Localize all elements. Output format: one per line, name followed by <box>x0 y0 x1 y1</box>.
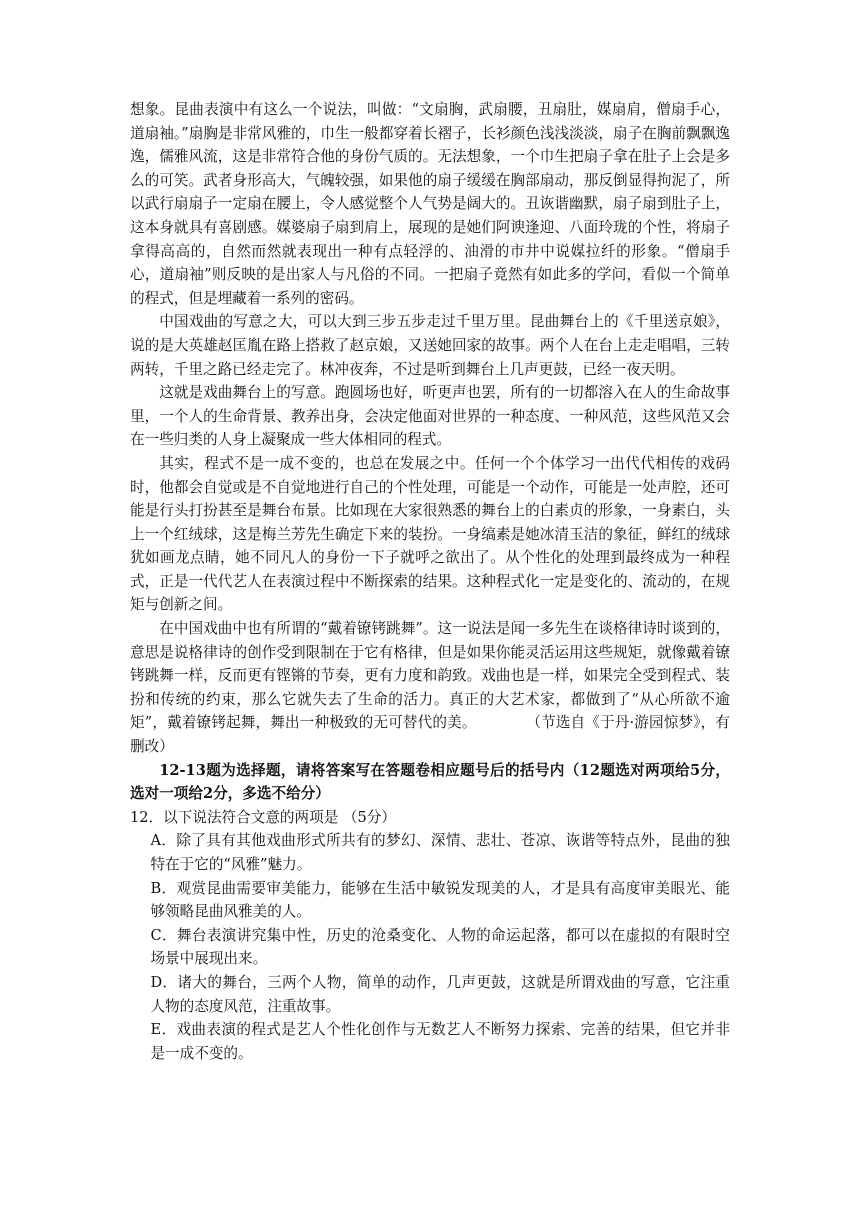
option-b: B．观赏昆曲需要审美能力，能够在生活中敏锐发现美的人，才是具有高度审美眼光、能够领略昆曲风雅美的人。 <box>150 879 730 921</box>
paragraph-text: 在中国戏曲中也有所谓的“戴着镣铐跳舞”。这一说法是闻一多先生在谈格律诗时谈到的，意思是说格律诗的创作受到限制在于它有格律，但是如果你能灵活运用这些规矩，就像戴着镣铐跳舞一样，反而更有铿锵的节奏，更有力度和韵致。戏曲也是一样，如果完全受到程式、装扮和传统的约束，那么它就失去了生命的活力。真正的大艺术家，都做到了“从心所欲不逾矩”，戴着镣铐起舞，舞出一种极致的无可替代的美。 <box>130 620 730 732</box>
option-d: D．诸大的舞台，三两个人物，简单的动作，几声更鼓，这就是所谓戏曲的写意，它注重人物的态度风范，注重故事。 <box>150 973 730 1015</box>
option-e: E．戏曲表演的程式是艺人个性化创作与无数艺人不断努力探索、完善的结果，但它并非是一成不变的。 <box>150 1021 730 1062</box>
paragraph-conventions-evolve: 其实，程式不是一成不变的，也总在发展之中。任何一个个体学习一出代代相传的戏码时，他都会自觉或是不自觉地进行自己的个性处理，可能是一个动作，可能是一处声腔，还可能是行头打扮甚至是舞台布景。比如现在大家很熟悉的舞台上的白素贞的形象，一身素白，头上一个红绒球，这是梅兰芳先生确定下来的装扮。一身缟素是她冰清玉洁的象征，鲜红的绒球犹如画龙点睛，她不同凡人的身份一下子就呼之欲出了。从个性化的处理到最终成为一种程式，正是一代代艺人在表演过程中不断探索的结果。这种程式化一定是变化的、流动的，在规矩与创新之间。 <box>130 454 730 614</box>
question-instruction: 12-13题为选择题，请将答案写在答题卷相应题号后的括号内（12题选对两项给5分，选对一项给2分，多选不给分） <box>130 761 730 803</box>
paragraph-freehand-stage: 中国戏曲的写意之大，可以大到三步五步走过千里万里。昆曲舞台上的《千里送京娘》，说的是大英雄赵匡胤在路上搭救了赵京娘，又送她回家的故事。两个人在台上走走唱唱，三转两转，千里之路已经走完了。林冲夜奔，不过是听到舞台上几声更鼓，已经一夜天明。 <box>130 313 730 378</box>
document-page <box>130 98 730 1065</box>
question-stem: 12．以下说法符合文意的两项是 （5分） <box>130 808 396 826</box>
option-c: C．舞台表演讲究集中性，历史的沧桑变化、人物的命运起落，都可以在虚拟的有限时空场景中展现出来。 <box>150 926 730 968</box>
option-a: A．除了具有其他戏曲形式所共有的梦幻、深情、悲壮、苍凉、诙谐等特点外，昆曲的独特在于它的“风雅”魅力。 <box>150 832 730 873</box>
paragraph-fan-gestures: 想象。昆曲表演中有这么一个说法，叫做：“文扇胸，武扇腰，丑扇肚，媒扇肩，僧扇手心，道扇袖。”扇胸是非常风雅的，巾生一般都穿着长褶子，长衫颜色浅浅淡淡，扇子在胸前飘飘逸逸，儒雅风流，这是非常符合他的身份气质的。无法想象，一个巾生把扇子拿在肚子上会是多么的可笑。武者身形高大，气魄较强，如果他的扇子缓缓在胸部扇动，那反倒显得拘泥了，所以武行扇扇子一定扇在腰上，令人感觉整个人气势是阔大的。丑诙谐幽默，扇子扇到肚子上，这本身就具有喜剧感。媒婆扇子扇到肩上，展现的是她们阿谀逢迎、八面玲珑的个性，将扇子拿得高高的，自然而然就表现出一种有点轻浮的、油滑的市井中说媒拉纤的形象。“僧扇手心，道扇袖”则反映的是出家人与凡俗的不同。一把扇子竟然有如此多的学问，看似一个简单的程式，但是埋藏着一系列的密码。 <box>130 101 730 307</box>
paragraph-freehand-meaning: 这就是戏曲舞台上的写意。跑圆场也好，听更声也罢，所有的一切都溶入在人的生命故事里，一个人的生命背景、教养出身，会决定他面对世界的一种态度、一种风范，这些风范又会在一些归类的人身上凝聚成一些大体相同的程式。 <box>130 384 730 449</box>
source-note: （节选自《于丹·游园惊梦》，有删改） <box>130 714 730 756</box>
paragraph-dancing-in-shackles <box>130 617 730 759</box>
